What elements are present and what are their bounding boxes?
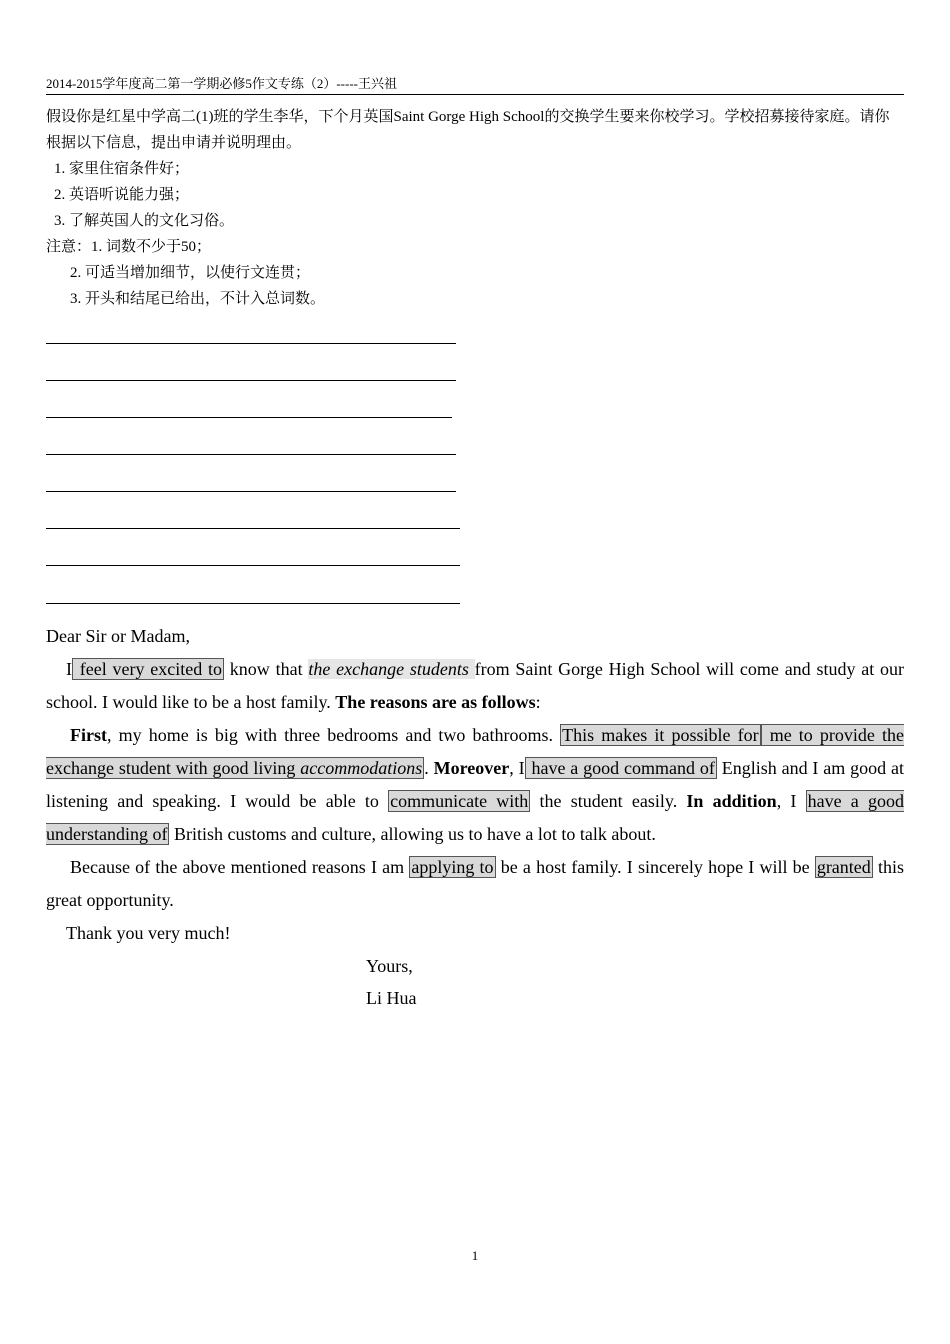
highlighted-phrase: This makes it possible for (562, 725, 759, 745)
note-item: 2. 可适当增加细节，以使行文连贯； (70, 265, 311, 281)
essay-text: , my home is big with three bedrooms and two bathrooms. (106, 725, 561, 745)
task-prompt (46, 104, 904, 312)
requirement-item: 3. 了解英国人的文化习俗。 (54, 213, 235, 229)
essay-text: Because of the above mentioned reasons I am (70, 857, 410, 877)
writing-line[interactable] (46, 454, 456, 455)
essay-text: British customs and culture, allowing us to have a lot to talk about. (169, 824, 656, 844)
prompt-intro: 假设你是红星中学高二(1)班的学生李华，下个月英国Saint Gorge High School的交换学生要来你校学习。学校招募接待家庭。请你根据以下信息，提出申请并说明理由。 (46, 109, 890, 151)
essay-text: I (66, 659, 72, 679)
model-essay (46, 620, 904, 1014)
essay-paragraph-1 (46, 653, 904, 719)
essay-greeting: Dear Sir or Madam, (46, 626, 190, 646)
essay-text: from Saint Gorge High School will come and study at our school. I would like to be a host family. (46, 659, 904, 712)
writing-line[interactable] (46, 565, 460, 566)
note-item: 3. 开头和结尾已给出，不计入总词数。 (70, 291, 326, 307)
bold-phrase: The reasons are as follows (335, 692, 536, 712)
bold-phrase: Moreover (433, 758, 510, 778)
writing-line[interactable] (46, 343, 456, 344)
highlighted-phrase: have a good command of (526, 758, 715, 778)
essay-text: : (535, 692, 541, 712)
note-item: 1. 词数不少于50； (91, 239, 212, 255)
essay-text: . (424, 758, 434, 778)
requirement-item: 2. 英语听说能力强； (54, 187, 190, 203)
writing-line[interactable] (46, 380, 456, 381)
highlighted-phrase: communicate with (390, 791, 529, 811)
writing-line[interactable] (46, 491, 456, 492)
highlighted-phrase: applying to (411, 857, 494, 877)
italic-phrase: the exchange students (308, 659, 475, 679)
essay-closing: Thank you very much! (66, 923, 231, 943)
essay-text: the student easily. (530, 791, 687, 811)
notes-label: 注意： (46, 239, 92, 255)
bold-phrase: In addition (686, 791, 777, 811)
writing-line[interactable] (46, 528, 460, 529)
essay-text: this great opportunity. (46, 857, 904, 910)
bold-phrase: First (70, 725, 107, 745)
essay-paragraph-3 (46, 851, 904, 917)
page-number: 1 (471, 1248, 479, 1263)
essay-text: , I (776, 791, 806, 811)
writing-line[interactable] (46, 417, 452, 418)
requirement-item: 1. 家里住宿条件好； (54, 161, 190, 177)
notes-first-line (46, 234, 904, 260)
essay-text: be a host family. I sincerely hope I will be (495, 857, 815, 877)
highlighted-phrase: have a good understanding of (46, 791, 904, 844)
writing-line[interactable] (46, 603, 460, 604)
essay-text: English and I am good at listening and speaking. I would be able to (46, 758, 904, 811)
highlighted-phrase: granted (816, 857, 871, 877)
essay-paragraph-2 (46, 719, 904, 851)
essay-sign-off: Yours, (366, 956, 413, 976)
page-header: 2014-2015学年度高二第一学期必修5作文专练（2）-----王兴祖 (46, 76, 904, 95)
essay-text: me to provide the exchange student with good living (46, 725, 904, 778)
essay-signature: Li Hua (366, 988, 417, 1008)
essay-text: know that (224, 659, 309, 679)
essay-text: , I (509, 758, 525, 778)
italic-phrase: accommodations (300, 758, 423, 778)
highlighted-phrase: feel very excited to (74, 659, 223, 679)
